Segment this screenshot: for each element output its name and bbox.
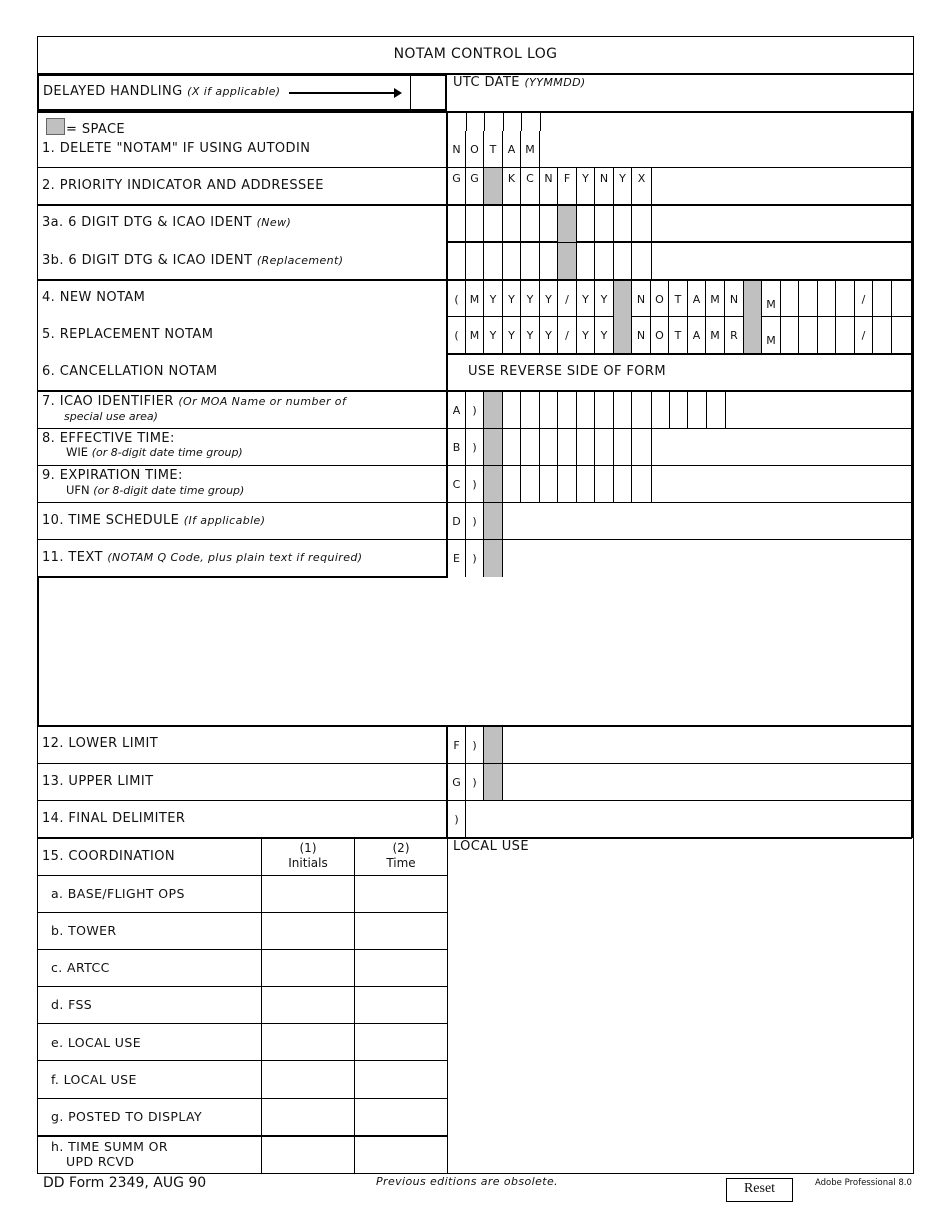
dtg-3b-input[interactable]	[448, 243, 652, 279]
grid-cell: X	[632, 168, 652, 204]
field-c-input[interactable]	[484, 466, 911, 502]
item-15-label: 15. COORDINATION	[42, 849, 175, 864]
grid-cell: M	[466, 317, 484, 353]
rule-line	[466, 111, 467, 131]
grid-cell: R	[725, 317, 744, 353]
grid-cell: N	[725, 281, 744, 317]
item-3a-label: 3a. 6 DIGIT DTG & ICAO IDENT (New)	[42, 215, 292, 230]
arrow-line	[289, 92, 395, 94]
addressee-input[interactable]	[653, 168, 911, 204]
field-letter-e: E	[448, 540, 466, 577]
initials-input[interactable]	[262, 913, 354, 949]
field-d-input[interactable]	[503, 503, 911, 539]
item-8-label: 8. EFFECTIVE TIME:	[42, 431, 175, 446]
grid-cell: T	[669, 281, 688, 317]
time-input[interactable]	[355, 1024, 447, 1060]
grid-cell: )	[466, 429, 484, 465]
grid-cell: /	[855, 281, 873, 317]
space-cell	[484, 503, 503, 539]
item-11-label: 11. TEXT (NOTAM Q Code, plus plain text if required)	[42, 550, 363, 565]
field-letter-d: D	[448, 503, 466, 539]
initials-input[interactable]	[262, 987, 354, 1023]
item-2-label: 2. PRIORITY INDICATOR AND ADDRESSEE	[42, 178, 324, 193]
new-notam-input[interactable]	[448, 281, 911, 317]
col-2-number: (2)	[392, 841, 410, 855]
time-input[interactable]	[355, 913, 447, 949]
lower-limit-input[interactable]	[503, 727, 911, 763]
grid-cell: T	[484, 131, 503, 167]
col-2-header: Time	[386, 856, 416, 870]
initials-input[interactable]	[262, 950, 354, 986]
adobe-note: Adobe Professional 8.0	[815, 1178, 912, 1188]
item-5-label: 5. REPLACEMENT NOTAM	[42, 327, 214, 342]
dtg-3a-input[interactable]	[448, 206, 652, 242]
item-9-label: 9. EXPIRATION TIME:	[42, 468, 183, 483]
space-cell	[484, 727, 503, 763]
rule-line	[37, 204, 447, 206]
time-input[interactable]	[355, 1099, 447, 1135]
time-input[interactable]	[355, 1061, 447, 1098]
grid-cell: G	[448, 168, 466, 204]
grid-cell: K	[503, 168, 521, 204]
grid-cell: Y	[540, 317, 558, 353]
rule-line	[37, 539, 447, 540]
grid-cell: M	[521, 131, 540, 167]
grid-cell: )	[466, 540, 484, 577]
item-10-label: 10. TIME SCHEDULE (If applicable)	[42, 513, 266, 528]
rule-line	[37, 502, 447, 503]
rule-line	[503, 111, 504, 131]
upper-limit-input[interactable]	[503, 764, 911, 800]
grid-cell: M	[706, 317, 725, 353]
coord-row-label: b. TOWER	[51, 923, 117, 938]
initials-input[interactable]	[262, 1024, 354, 1060]
field-letter-b: B	[448, 429, 466, 465]
grid-cell: A	[688, 281, 706, 317]
coord-row-label: e. LOCAL USE	[51, 1035, 141, 1050]
notam-text-area[interactable]	[40, 579, 910, 724]
field-a-input[interactable]	[484, 392, 911, 428]
rule-line	[911, 111, 913, 578]
item-8-sub: WIE (or 8-digit date time group)	[66, 445, 243, 459]
coord-row-label: c. ARTCC	[51, 960, 110, 975]
coord-row-label: f. LOCAL USE	[51, 1072, 137, 1087]
time-input[interactable]	[355, 987, 447, 1023]
grid-cell: N	[595, 168, 614, 204]
grid-cell: Y	[595, 317, 614, 353]
space-legend-label: = SPACE	[66, 122, 126, 137]
grid-cell: N	[448, 131, 466, 167]
delayed-handling-checkbox[interactable]	[411, 76, 445, 110]
coord-row-label: h. TIME SUMM OR	[51, 1139, 168, 1154]
replacement-notam-input[interactable]	[448, 317, 911, 353]
grid-cell: M	[466, 281, 484, 317]
grid-cell: )	[466, 503, 484, 539]
rule-line	[911, 726, 913, 838]
coord-row-label: d. FSS	[51, 997, 93, 1012]
grid-cell: Y	[577, 168, 595, 204]
grid-cell: Y	[521, 281, 540, 317]
grid-cell: F	[558, 168, 577, 204]
grid-cell: )	[448, 801, 466, 837]
grid-cell: N	[540, 168, 558, 204]
grid-cell: Y	[540, 281, 558, 317]
reset-button[interactable]: Reset	[726, 1178, 793, 1202]
grid-cell: Y	[484, 317, 503, 353]
field-b-input[interactable]	[484, 429, 911, 465]
grid-cell: Y	[484, 281, 503, 317]
item-6-label: 6. CANCELLATION NOTAM	[42, 364, 218, 379]
grid-cell: Y	[503, 281, 521, 317]
initials-input[interactable]	[262, 876, 354, 912]
grid-cell: Y	[577, 281, 595, 317]
field-letter-f: F	[448, 727, 466, 763]
rule-line	[37, 428, 447, 429]
coord-row-label: g. POSTED TO DISPLAY	[51, 1109, 203, 1124]
item-1-label: 1. DELETE "NOTAM" IF USING AUTODIN	[42, 141, 311, 156]
grid-cell: A	[503, 131, 521, 167]
item-7-label: 7. ICAO IDENTIFIER (Or MOA Name or number of	[42, 394, 347, 409]
rule-line	[447, 539, 912, 540]
grid-cell: N	[632, 317, 651, 353]
rule-line	[911, 576, 913, 726]
col-1-header: Initials	[288, 856, 328, 870]
arrow-right-icon	[394, 88, 402, 98]
grid-cell: /	[558, 281, 577, 317]
rule-line	[37, 279, 447, 281]
grid-cell: Y	[521, 317, 540, 353]
coord-row-label: UPD RCVD	[66, 1154, 135, 1169]
grid-cell: /	[558, 317, 577, 353]
utc-date-label: UTC DATE (YYMMDD)	[453, 75, 586, 90]
grid-cell: )	[466, 764, 484, 800]
grid-cell: Y	[577, 317, 595, 353]
rule-line	[37, 465, 447, 466]
item-14-label: 14. FINAL DELIMITER	[42, 811, 186, 826]
utc-date-input[interactable]	[450, 92, 910, 110]
rule-line	[540, 111, 541, 131]
rule-line	[37, 390, 447, 392]
rule-line	[447, 838, 448, 1174]
grid-cell: O	[651, 317, 669, 353]
item-9-sub: UFN (or 8-digit date time group)	[66, 483, 245, 497]
item-12-label: 12. LOWER LIMIT	[42, 736, 159, 751]
grid-cell: G	[466, 168, 484, 204]
grid-cell: (	[448, 317, 466, 353]
grid-cell: )	[466, 727, 484, 763]
local-use-label: LOCAL USE	[453, 839, 529, 854]
item-4-label: 4. NEW NOTAM	[42, 290, 146, 305]
grid-cell: Y	[614, 168, 632, 204]
grid-cell: /	[855, 317, 873, 353]
form-title: NOTAM CONTROL LOG	[393, 46, 558, 62]
grid-cell: )	[466, 466, 484, 502]
local-use-input[interactable]	[449, 857, 911, 1172]
field-letter-g: G	[448, 764, 466, 800]
grid-cell: )	[466, 392, 484, 428]
item-7-note-2: special use area)	[64, 410, 158, 423]
grid-cell: N	[632, 281, 651, 317]
form-number: DD Form 2349, AUG 90	[43, 1175, 207, 1191]
grid-cell: O	[651, 281, 669, 317]
time-input[interactable]	[355, 876, 447, 912]
field-letter-a: A	[448, 392, 466, 428]
initials-input[interactable]	[262, 1099, 354, 1135]
rule-line	[484, 111, 485, 131]
grid-cell: M	[762, 317, 781, 353]
rule-line	[37, 111, 914, 113]
time-input[interactable]	[355, 950, 447, 986]
grid-cell: C	[521, 168, 540, 204]
final-delimiter-input[interactable]	[466, 801, 911, 837]
initials-input[interactable]	[262, 1137, 354, 1173]
grid-cell: T	[669, 317, 688, 353]
item-3b-label: 3b. 6 DIGIT DTG & ICAO IDENT (Replacement)	[42, 253, 344, 268]
delayed-handling-label: DELAYED HANDLING (X if applicable)	[43, 84, 281, 99]
grid-cell: Y	[503, 317, 521, 353]
col-1-number: (1)	[299, 841, 317, 855]
item-13-label: 13. UPPER LIMIT	[42, 774, 154, 789]
grid-cell: M	[706, 281, 725, 317]
field-letter-c: C	[448, 466, 466, 502]
time-input[interactable]	[355, 1137, 447, 1173]
grid-cell: M	[762, 281, 781, 317]
space-cell	[484, 764, 503, 800]
space-cell	[484, 540, 503, 577]
space-legend-swatch	[46, 118, 65, 135]
grid-cell: O	[466, 131, 484, 167]
grid-cell: Y	[595, 281, 614, 317]
obsolete-note: Previous editions are obsolete.	[376, 1175, 559, 1188]
notam-text-input[interactable]	[503, 541, 911, 576]
reverse-side-note: USE REVERSE SIDE OF FORM	[468, 364, 666, 379]
rule-line	[521, 111, 522, 131]
grid-cell: A	[688, 317, 706, 353]
rule-line	[447, 353, 912, 355]
grid-cell: (	[448, 281, 466, 317]
space-cell	[484, 168, 503, 204]
initials-input[interactable]	[262, 1061, 354, 1098]
rule-line	[37, 167, 447, 168]
coord-row-label: a. BASE/FLIGHT OPS	[51, 886, 185, 901]
